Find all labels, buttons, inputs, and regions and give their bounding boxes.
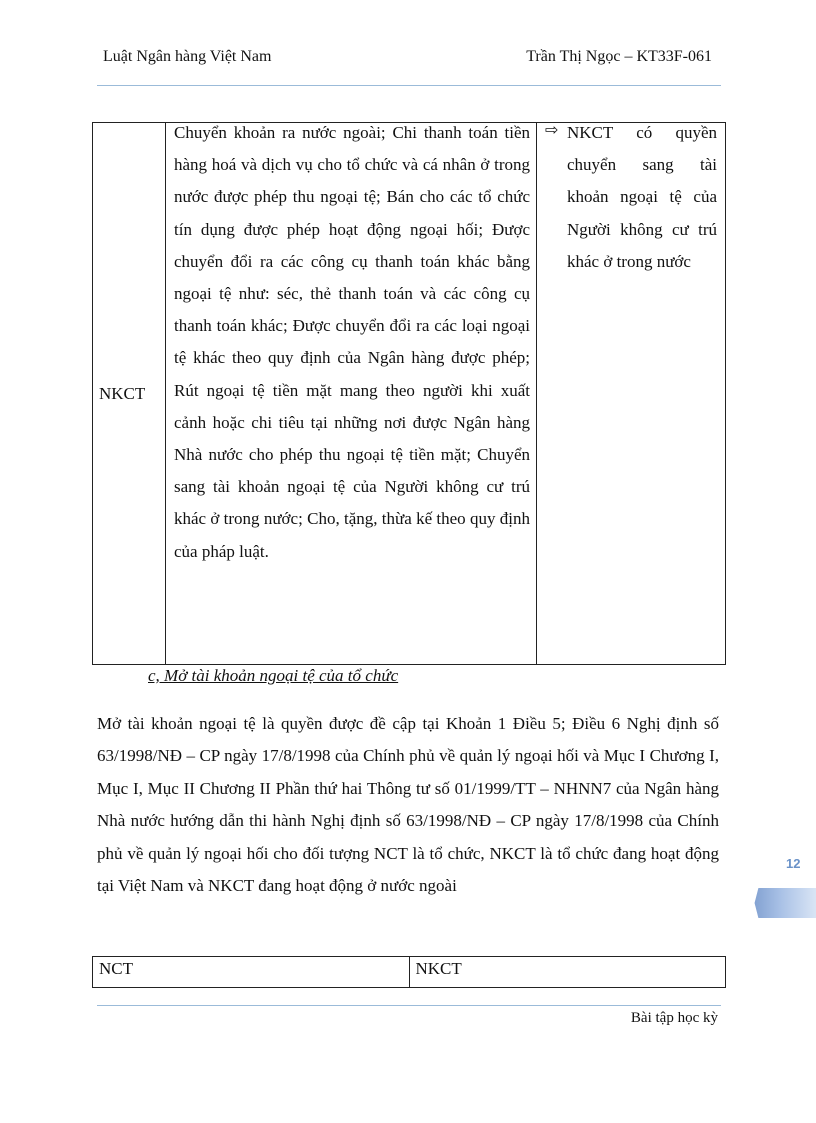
footer-divider <box>97 1005 721 1006</box>
note-text: NKCT có quyền chuyển sang tài khoản ngoại tệ của Người không cư trú khác ở trong nước <box>567 123 717 271</box>
body-paragraph: Mở tài khoản ngoại tệ là quyền được đề cập tại Khoản 1 Điều 5; Điều 6 Nghị định số 63/1998/NĐ – CP ngày 17/8/1998 của Chính phủ về quản lý ngoại hối và Mục I Chương I, Mục I, Mục II Chương II Phần thứ hai Thông tư số 01/1999/TT – NHNN7 của Ngân hàng Nhà nước hướng dẫn thi hành Nghị định số 63/1998/NĐ – CP ngày 17/8/1998 của Chính phủ về quản lý ngoại hối cho đối tượng NCT là tổ chức, NKCT là tổ chức đang hoạt động tại Việt Nam và NKCT đang hoạt động ở nước ngoài <box>97 714 719 896</box>
arrow-right-icon: ⇨ <box>545 120 559 139</box>
header-divider <box>97 85 721 86</box>
table-header-nkct: NKCT <box>409 957 726 988</box>
footer-label: Bài tập học kỳ <box>630 1010 718 1026</box>
rights-text: Chuyển khoản ra nước ngoài; Chi thanh toán tiền hàng hoá và dịch vụ cho tổ chức và cá nhân ở trong nước được phép thu ngoại tệ; Bán cho các tổ chức tín dụng được phép hoạt động ngoại hối; Được chuyển đổi ra các công cụ thanh toán khác bằng ngoại tệ như: séc, thẻ thanh toán và các công cụ thanh toán khác; Được chuyển đổi ra các loại ngoại tệ khác theo quy định của Ngân hàng được phép; Rút ngoại tệ tiền mặt mang theo người khi xuất cảnh hoặc chi tiêu tại những nơi được Ngân hàng Nhà nước cho phép thu ngoại tệ tiền mặt; Chuyển sang tài khoản ngoại tệ của Người không cư trú khác ở trong nước; Cho, tặng, thừa kế theo quy định của pháp luật. <box>174 123 530 561</box>
table-cell-rights <box>166 123 537 665</box>
table-cell-note <box>537 120 726 665</box>
header-right-author: Trần Thị Ngọc – KT33F-061 <box>526 48 712 65</box>
table-cell-subject <box>93 123 166 665</box>
table-row <box>93 957 726 988</box>
comparison-table-header <box>92 956 726 988</box>
page-number: 12 <box>786 856 801 871</box>
page-tab-decoration <box>752 888 816 918</box>
subject-label: NKCT <box>99 383 146 403</box>
table-header-nct: NCT <box>93 957 410 988</box>
table-row <box>93 123 726 665</box>
section-heading: c, Mở tài khoản ngoại tệ của tổ chức <box>148 666 399 685</box>
header-left-title: Luật Ngân hàng Việt Nam <box>103 48 272 65</box>
rights-table <box>92 122 726 665</box>
